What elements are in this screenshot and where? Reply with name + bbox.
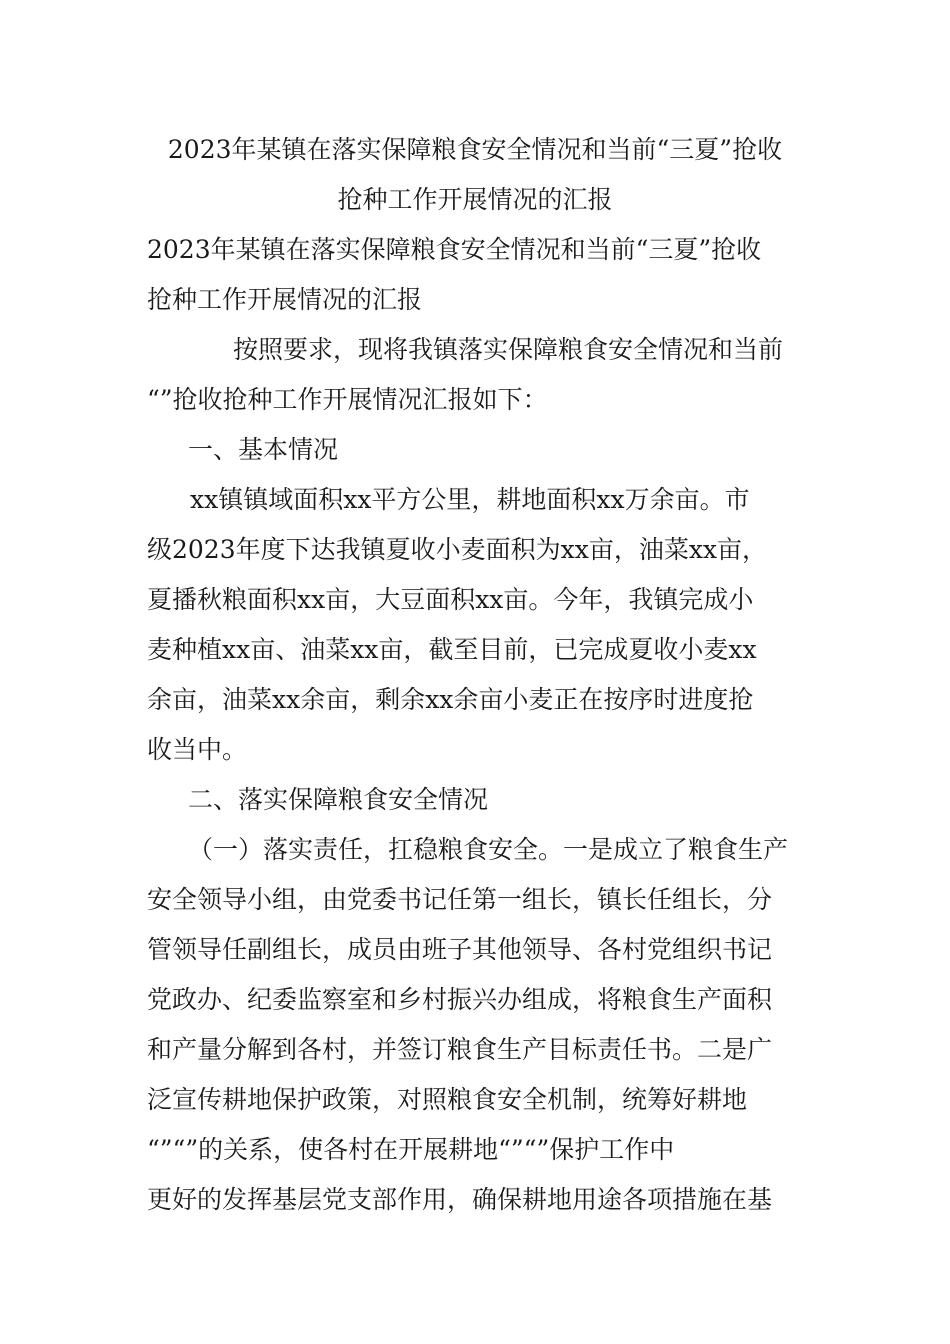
section-heading: 一、基本情况 (188, 435, 339, 464)
doc-title-line-2: 抢种工作开展情况的汇报 (337, 185, 613, 214)
text-line: “”抢收抢种工作开展情况汇报如下： (147, 385, 548, 414)
text-line: 夏播秋粮面积xx亩，大豆面积xx亩。今年，我镇完成小 (147, 585, 754, 614)
text-line: “”“”的关系，使各村在开展耕地“”“”保护工作中 (147, 1135, 675, 1164)
text-line: 管领导任副组长，成员由班子其他领导、各村党组织书记 (147, 935, 773, 964)
text-line: 泛宣传耕地保护政策，对照粮食安全机制，统筹好耕地 (147, 1085, 748, 1114)
text-line: 安全领导小组，由党委书记任第一组长，镇长任组长，分 (147, 885, 773, 914)
text-line: 余亩，油菜xx余亩，剩余xx余亩小麦正在按序时进度抢 (147, 685, 754, 714)
text-line: 麦种植xx亩、油菜xx亩，截至目前，已完成夏收小麦xx (147, 635, 757, 664)
text-line: 级2023年度下达我镇夏收小麦面积为xx亩，油菜xx亩， (147, 535, 768, 564)
text-line: 抢种工作开展情况的汇报 (147, 285, 423, 314)
text-line: （一）落实责任，扛稳粮食安全。一是成立了粮食生产 (188, 835, 789, 864)
text-line: 和产量分解到各村，并签订粮食生产目标责任书。二是广 (147, 1035, 773, 1064)
text-line: 2023年某镇在落实保障粮食安全情况和当前“三夏”抢收 (147, 235, 762, 264)
text-line: 更好的发挥基层党支部作用，确保耕地用途各项措施在基 (147, 1185, 773, 1214)
section-heading: 二、落实保障粮食安全情况 (188, 785, 489, 814)
text-line: 收当中。 (147, 735, 248, 764)
text-line: 党政办、纪委监察室和乡村振兴办组成，将粮食生产面积 (147, 985, 773, 1014)
text-line: 按照要求，现将我镇落实保障粮食安全情况和当前 (233, 335, 784, 364)
text-line: xx镇镇域面积xx平方公里，耕地面积xx万余亩。市 (190, 485, 750, 514)
doc-title-line-1: 2023年某镇在落实保障粮食安全情况和当前“三夏”抢收 (167, 135, 783, 164)
